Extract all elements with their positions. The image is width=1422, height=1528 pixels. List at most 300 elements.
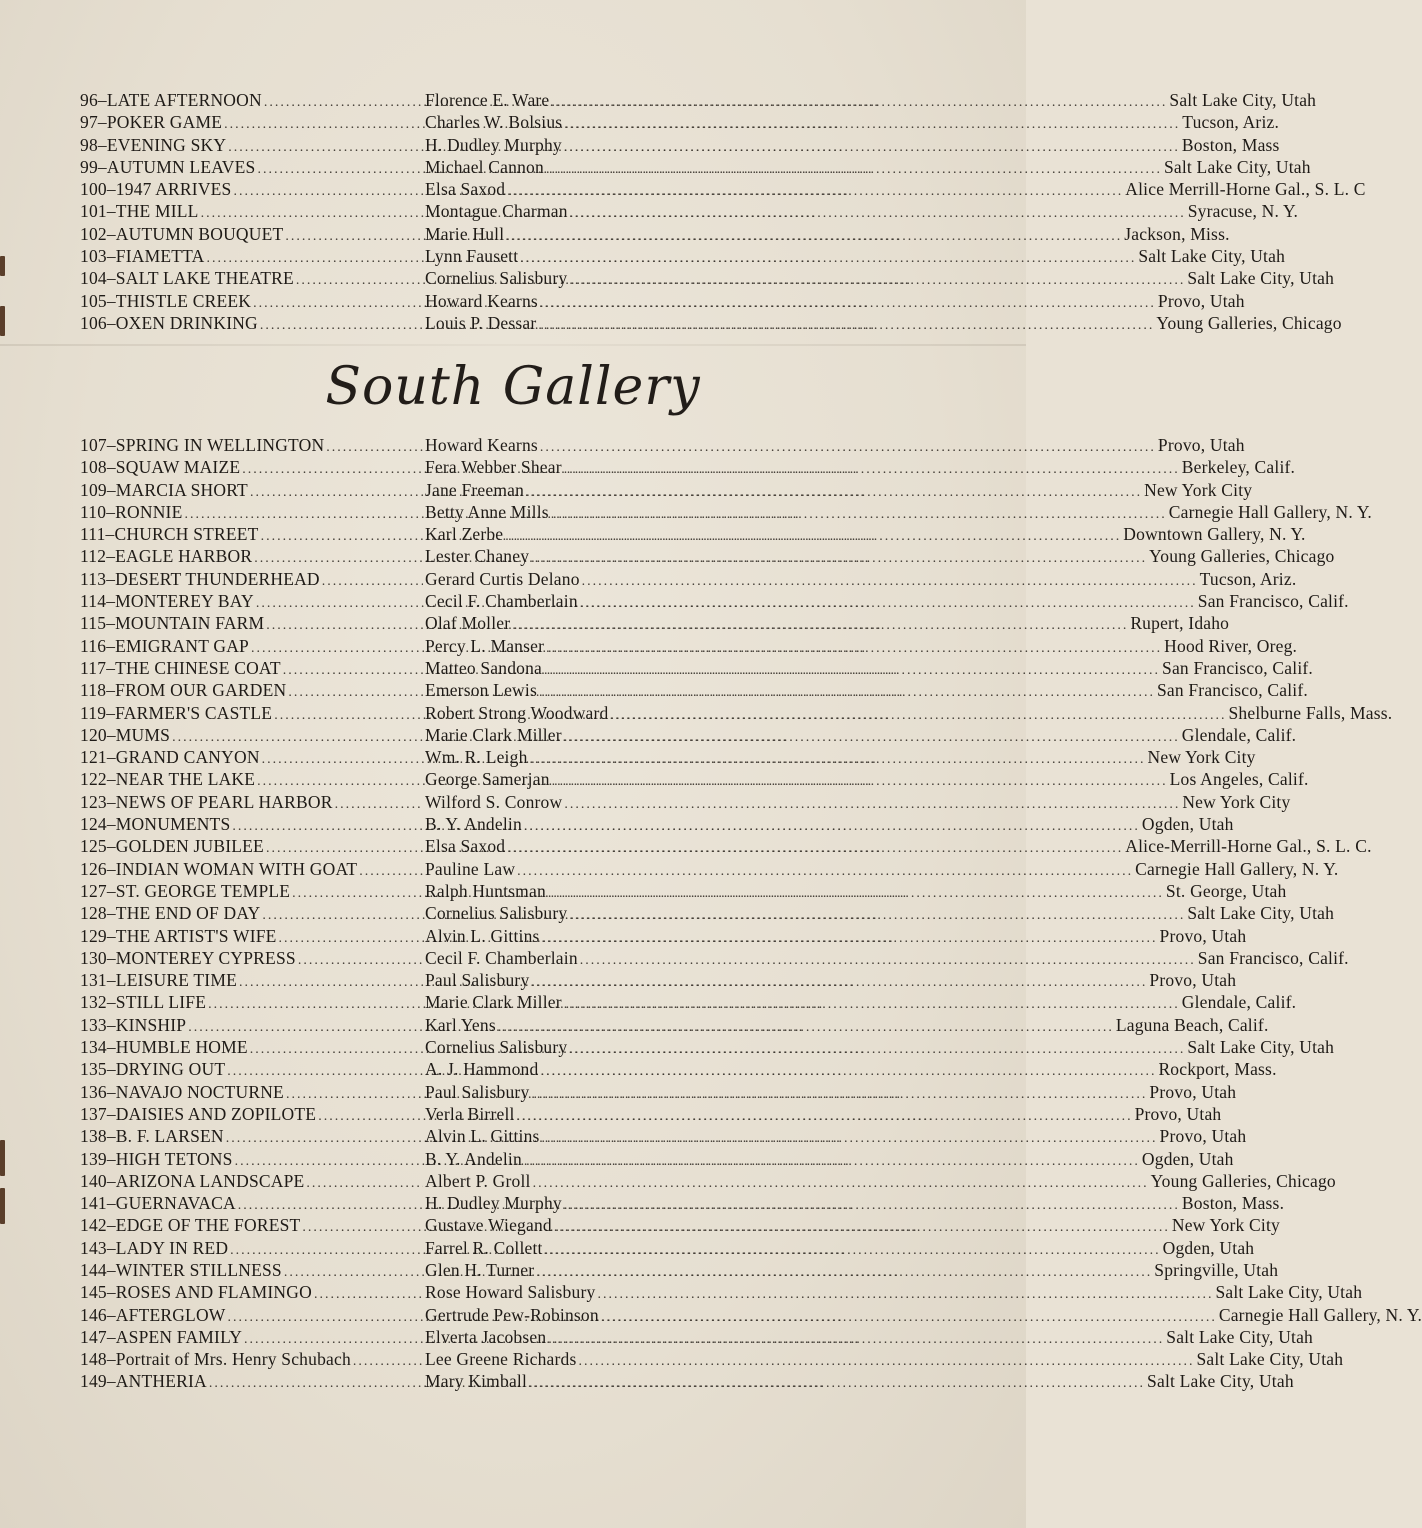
entry-artist-cell [425,1103,1135,1128]
entry-title-cell [80,612,425,637]
entry-artist-cell [425,925,1160,950]
entry-artist-cell [425,479,1144,504]
entry-artist-cell [425,312,1156,337]
entry-title: 118–FROM OUR GARDEN [80,680,287,701]
entry-artist-cell [425,1214,1172,1239]
entry-artist: Howard Kearns [425,435,538,455]
entry-location: Tucson, Ariz. [1199,568,1297,589]
catalog-entry [80,1036,1335,1058]
entry-artist-cell [425,89,1169,114]
entry-artist: Alvin L. Gittins [425,1126,540,1147]
entry-location: Alice Merrill-Horne Gal., S. L. C [1125,179,1366,200]
catalog-entry [80,479,1253,501]
entry-title: 127–ST. GEORGE TEMPLE [80,880,291,901]
entry-title-cell [80,1237,425,1262]
entry-artist-cell [425,1148,1142,1173]
entry-location: Glendale, Calif. [1181,724,1297,745]
entry-title-cell [80,969,425,994]
entry-artist: Louis P. Dessar [425,312,537,333]
entry-title: 140–ARIZONA LANDSCAPE [80,1170,305,1191]
entry-artist-cell [425,1125,1160,1150]
catalog-entry [80,813,1234,835]
catalog-entry [80,501,1372,523]
entry-location: Carnegie Hall Gallery, N. Y. [1135,858,1339,879]
entry-title: 96–LATE AFTERNOON [80,90,262,110]
entry-title-cell [80,724,425,749]
entry-title: 106–OXEN DRINKING [80,312,258,333]
entry-artist-cell [425,724,1182,749]
catalog-entry [80,880,1287,902]
entry-artist-cell [425,612,1130,637]
catalog-entry [80,134,1280,156]
entry-title-cell [80,880,425,905]
entry-artist: Elsa Saxod [425,179,506,200]
entry-title: 143–LADY IN RED [80,1237,229,1258]
entry-artist: B. Y. Andelin [425,814,522,835]
entry-title: 147–ASPEN FAMILY [80,1326,243,1347]
entry-title-cell [80,1058,425,1083]
entry-title: 119–FARMER'S CASTLE [80,702,273,723]
entry-artist: H. Dudley Murphy [425,134,562,155]
catalog-entry [80,523,1306,545]
entry-location: New York City [1144,479,1253,500]
entry-location: Salt Lake City, Utah [1147,1371,1294,1392]
binding-mark [0,1140,5,1176]
catalog-entry [80,178,1366,200]
entry-title-cell [80,813,425,838]
entry-title: 111–CHURCH STREET [80,524,259,545]
entry-title: 105–THISTLE CREEK [80,290,252,311]
entry-artist: Fera Webber Shear [425,457,562,478]
entry-artist: H. Dudley Murphy [425,1193,562,1214]
entry-artist-cell [425,1058,1158,1083]
entry-artist-cell [425,178,1125,203]
entry-title-cell [80,635,425,660]
entry-artist: Gertrude Pew-Robinson [425,1304,599,1325]
catalog-entry [80,434,1245,456]
entry-location: Berkeley, Calif. [1181,457,1296,478]
entry-artist-cell [425,200,1188,225]
section-heading: South Gallery [325,357,701,417]
entry-title: 102–AUTUMN BOUQUET [80,223,284,244]
entry-location: Alice-Merrill-Horne Gal., S. L. C. [1125,836,1372,857]
entry-artist: Matteo Sandona [425,657,543,678]
entry-title-cell [80,456,425,481]
entry-artist: Farrel R. Collett [425,1237,543,1258]
entry-artist: Marie Clark Miller [425,992,562,1013]
catalog-entry [80,657,1313,679]
entry-artist: Cecil F. Chamberlain [425,591,578,612]
entry-artist: Ralph Huntsman [425,880,546,901]
catalog-entry [80,1014,1269,1036]
entry-title: 99–AUTUMN LEAVES [80,156,256,177]
entry-title: 126–INDIAN WOMAN WITH GOAT [80,858,358,879]
entry-artist-cell [425,1326,1166,1351]
leader-dots [538,315,1154,337]
entry-title: 100–1947 ARRIVES [80,179,232,200]
entry-title-cell [80,1326,425,1351]
entry-title-cell [80,835,425,860]
entry-title-cell [80,925,425,950]
entry-location: New York City [1182,791,1291,812]
entry-artist-cell [425,1259,1154,1284]
entry-title: 110–RONNIE [80,501,183,522]
catalog-entry [80,612,1230,634]
entry-artist-cell [425,1081,1149,1106]
catalog-entry [80,791,1291,813]
entry-title-cell [80,746,425,771]
catalog-entry [80,156,1311,178]
entry-title: 121–GRAND CANYON [80,747,260,768]
entry-artist: Howard Kearns [425,290,538,311]
entry-artist-cell [425,635,1164,660]
entry-location: Hood River, Oreg. [1164,635,1298,656]
entry-title: 132–STILL LIFE [80,992,207,1013]
entry-artist: Alvin L. Gittins [425,925,540,946]
catalog-entry [80,1103,1222,1125]
entry-title-cell [80,991,425,1016]
entry-artist-cell [425,791,1182,816]
catalog-entry [80,768,1309,790]
entry-title-cell [80,568,425,593]
binding-mark [0,256,5,276]
entry-artist-cell [425,1036,1187,1061]
catalog-entry [80,456,1296,478]
entry-location: Salt Lake City, Utah [1187,268,1335,289]
entry-title: 145–ROSES AND FLAMINGO [80,1282,312,1303]
catalog-entry [80,1192,1285,1214]
entry-title-cell [80,1259,425,1284]
entry-title-cell [80,1148,425,1173]
entry-title: 131–LEISURE TIME [80,970,237,991]
entry-title-cell [80,178,425,203]
entry-title: 133–KINSHIP [80,1014,187,1035]
catalog-entry [80,89,1317,111]
entry-title: 129–THE ARTIST'S WIFE [80,925,277,946]
entry-title-cell [80,1014,425,1039]
entry-artist-cell [425,679,1157,704]
entry-artist: Montague Charman [425,201,568,222]
entry-location: Ogden, Utah [1162,1237,1255,1258]
binding-mark [0,306,5,336]
entry-artist: Betty Anne Mills [425,501,549,522]
entry-location: San Francisco, Calif. [1197,591,1349,612]
entry-title-cell [80,156,425,181]
catalog-entry [80,925,1247,947]
entry-title: 104–SALT LAKE THEATRE [80,268,294,289]
entry-artist: Percy L. Manser [425,635,545,656]
entry-title-cell [80,679,425,704]
entry-title-cell [80,290,425,315]
catalog-entry [80,223,1230,245]
entry-artist: Marie Clark Miller [425,724,562,745]
entry-location: Provo, Utah [1159,1126,1247,1147]
entry-artist-cell [425,1170,1151,1195]
entry-location: Springville, Utah [1154,1259,1279,1280]
entry-title: 130–MONTEREY CYPRESS [80,947,296,968]
entry-artist: Gustave Wiegand [425,1215,552,1236]
entry-artist-cell [425,1192,1182,1217]
catalog-entry [80,290,1245,312]
entry-title: 98–EVENING SKY [80,134,227,155]
entry-artist-cell [425,223,1124,248]
entry-location: Provo, Utah [1149,1081,1237,1102]
entry-title: 125–GOLDEN JUBILEE [80,836,264,857]
entry-artist-cell [425,1304,1219,1329]
catalog-entry [80,902,1335,924]
entry-location: Boston, Mass. [1181,1193,1285,1214]
entry-artist-cell [425,523,1123,548]
entry-location: Carnegie Hall Gallery, N. Y. [1218,1304,1422,1325]
catalog-entry [80,1326,1314,1348]
entry-artist: Robert Strong Woodward [425,702,609,723]
entry-artist: Albert P. Groll [425,1170,531,1191]
entry-title-cell [80,1214,425,1239]
entry-title-cell [80,545,425,570]
entry-title: 148–Portrait of Mrs. Henry Schubach [80,1349,351,1370]
entry-title: 138–B. F. LARSEN [80,1126,224,1147]
catalog-entry [80,1214,1280,1236]
entry-title-cell [80,1036,425,1061]
entry-artist-cell [425,768,1170,793]
entry-title-cell [80,702,425,727]
entry-artist-cell [425,835,1125,860]
entry-artist-cell [425,134,1182,159]
entry-location: San Francisco, Calif. [1162,657,1313,678]
entry-title-cell [80,501,425,526]
entry-title-cell [80,111,425,136]
entry-title: 115–MOUNTAIN FARM [80,613,265,634]
entry-artist: Cornelius Salisbury [425,1037,568,1058]
entry-title-cell [80,1304,425,1329]
entry-title-cell [80,312,425,337]
catalog-entry [80,947,1349,969]
binding-mark [0,1188,5,1224]
catalog-entry [80,1237,1255,1259]
leader-dots [529,1373,1145,1395]
entry-title: 117–THE CHINESE COAT [80,657,281,678]
entry-artist: Verla Birrell [425,1103,515,1124]
entry-location: Downtown Gallery, N. Y. [1123,524,1306,545]
entry-location: Salt Lake City, Utah [1187,1037,1335,1058]
entry-artist: Elsa Saxod [425,836,506,857]
entry-location: Provo, Utah [1157,435,1245,455]
entry-artist: Cornelius Salisbury [425,268,568,289]
entry-title-cell [80,200,425,225]
entry-artist: Gerard Curtis Delano [425,568,580,589]
entry-title-cell [80,1125,425,1150]
catalog-entry [80,679,1308,701]
entry-artist-cell [425,657,1162,682]
entry-artist-cell [425,245,1138,270]
entry-title: 136–NAVAJO NOCTURNE [80,1081,284,1102]
entry-artist: Florence E. Ware [425,90,550,110]
entry-artist: Lynn Fausett [425,246,519,267]
catalog-entry [80,568,1297,590]
entry-title: 139–HIGH TETONS [80,1148,233,1169]
catalog-entry [80,245,1286,267]
entry-title: 128–THE END OF DAY [80,903,261,924]
entry-artist: Jane Freeman [425,479,525,500]
entry-title-cell [80,590,425,615]
entry-title-cell [80,1370,425,1395]
entry-title-cell [80,1103,425,1128]
entry-artist: Emerson Lewis [425,680,537,701]
entry-title: 137–DAISIES AND ZOPILOTE [80,1103,317,1124]
entry-location: Jackson, Miss. [1124,223,1230,244]
entry-artist-cell [425,813,1142,838]
entry-artist: Paul Salisbury [425,1081,530,1102]
entry-title: 120–MUMS [80,724,171,745]
catalog-entry [80,991,1297,1013]
entry-artist-cell [425,902,1187,927]
catalog-entry [80,1058,1277,1080]
entry-title-cell [80,1081,425,1106]
entry-title: 142–EDGE OF THE FOREST [80,1215,301,1236]
entry-artist: Karl Zerbe [425,524,504,545]
catalog-entry [80,635,1298,657]
entry-title: 123–NEWS OF PEARL HARBOR [80,791,333,812]
entry-location: Glendale, Calif. [1181,992,1297,1013]
entry-location: Provo, Utah [1134,1103,1222,1124]
entry-location: Young Galleries, Chicago [1150,1170,1336,1191]
entry-artist-cell [425,969,1149,994]
entry-location: Salt Lake City, Utah [1163,156,1311,177]
catalog-entry [80,1148,1234,1170]
entry-title-cell [80,89,425,114]
entry-artist: Cecil F. Chamberlain [425,947,578,968]
catalog-entry [80,702,1393,724]
entry-title: 112–EAGLE HARBOR [80,546,253,567]
entry-location: Provo, Utah [1159,925,1247,946]
entry-artist: Rose Howard Salisbury [425,1282,596,1303]
catalog-entry [80,1281,1363,1303]
entry-artist-cell [425,1348,1197,1373]
catalog-entry [80,590,1349,612]
entry-title-cell [80,1192,425,1217]
catalog-entry [80,858,1339,880]
entry-artist: A. J. Hammond [425,1059,539,1080]
entry-artist: Charles W. Bolsius [425,112,563,133]
entry-artist-cell [425,702,1229,727]
entry-artist-cell [425,456,1182,481]
entry-location: Salt Lake City, Utah [1169,90,1317,110]
entry-title-cell [80,479,425,504]
entry-artist-cell [425,501,1169,526]
south-gallery-list [80,434,1422,1393]
entry-title: 124–MONUMENTS [80,814,231,835]
catalog-entry [80,1081,1237,1103]
catalog-entry [80,835,1372,857]
entry-artist-cell [425,1014,1116,1039]
catalog-entry [80,111,1280,133]
entry-location: Rockport, Mass. [1158,1059,1277,1080]
entry-title: 113–DESERT THUNDERHEAD [80,568,320,589]
entry-artist: Pauline Law [425,858,516,879]
entry-title-cell [80,657,425,682]
entry-title: 107–SPRING IN WELLINGTON [80,435,325,455]
entry-artist-cell [425,111,1182,136]
entry-location: Shelburne Falls, Mass. [1228,702,1393,723]
entry-location: Salt Lake City, Utah [1215,1282,1363,1303]
entry-title: 134–HUMBLE HOME [80,1037,248,1058]
entry-artist: Glen H. Turner [425,1259,535,1280]
entry-location: New York City [1171,1215,1280,1236]
entry-artist: Paul Salisbury [425,970,530,991]
entry-title: 144–WINTER STILLNESS [80,1259,282,1280]
entry-artist-cell [425,1370,1147,1395]
entry-location: Syracuse, N. Y. [1187,201,1299,222]
entry-location: San Francisco, Calif. [1156,680,1308,701]
entry-artist-cell [425,991,1182,1016]
entry-artist: Olaf Moller [425,613,511,634]
entry-location: Laguna Beach, Calif. [1115,1014,1269,1035]
entry-artist-cell [425,568,1200,593]
entry-location: Rupert, Idaho [1130,613,1230,634]
entry-title: 149–ANTHERIA [80,1371,207,1392]
entry-artist-cell [425,590,1198,615]
entry-artist: Wm. R. Leigh [425,747,528,768]
entry-artist: Lester Chaney [425,546,530,567]
entry-location: Salt Lake City, Utah [1187,903,1335,924]
entry-artist: Elverta Jacobsen [425,1326,547,1347]
entry-artist: Marie Hull [425,223,505,244]
entry-title: 97–POKER GAME [80,112,223,133]
entry-artist: Cornelius Salisbury [425,903,568,924]
entry-title-cell [80,902,425,927]
entry-title-cell [80,947,425,972]
entry-location: Young Galleries, Chicago [1156,312,1342,333]
entry-title-cell [80,134,425,159]
entry-title-cell [80,267,425,292]
entry-title-cell [80,1281,425,1306]
entry-title-cell [80,434,425,459]
entry-location: Salt Lake City, Utah [1138,246,1286,267]
entry-title: 122–NEAR THE LAKE [80,769,256,790]
catalog-entry [80,1304,1422,1326]
entry-artist-cell [425,156,1164,181]
entry-title: 109–MARCIA SHORT [80,479,248,500]
entry-location: Provo, Utah [1149,970,1237,991]
entry-location: Young Galleries, Chicago [1149,546,1335,567]
entry-title-cell [80,768,425,793]
entry-title-cell [80,1170,425,1195]
entry-artist-cell [425,434,1158,459]
catalog-entry [80,1370,1294,1392]
entry-artist-cell [425,1237,1163,1262]
entry-title-cell [80,523,425,548]
entry-artist-cell [425,290,1158,315]
catalog-entry [80,969,1237,991]
entry-location: Provo, Utah [1157,290,1245,311]
entry-title-cell [80,245,425,270]
catalog-entry [80,267,1335,289]
entry-artist: Michael Cannon [425,156,544,177]
entry-title-cell [80,858,425,883]
entry-location: Boston, Mass [1181,134,1280,155]
entry-artist-cell [425,880,1166,905]
catalog-entry [80,1170,1336,1192]
entry-artist-cell [425,267,1187,292]
entry-title: 116–EMIGRANT GAP [80,635,249,656]
entry-artist: Lee Greene Richards [425,1349,577,1370]
entry-title-cell [80,1348,425,1373]
entry-title-cell [80,223,425,248]
catalog-entry [80,1125,1247,1147]
catalog-entry [80,545,1335,567]
entry-artist-cell [425,746,1148,771]
entry-location: Los Angeles, Calif. [1169,769,1309,790]
